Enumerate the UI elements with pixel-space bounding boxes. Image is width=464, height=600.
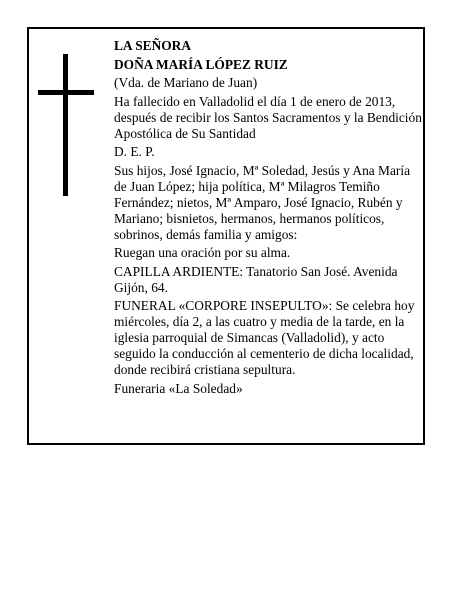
funeral-home: Funeraria «La Soledad» <box>114 380 243 396</box>
widow-of-line: (Vda. de Mariano de Juan) <box>114 75 258 90</box>
family-paragraph: Sus hijos, José Ignacio, Mª Soledad, Jesús y Ana María de Juan López; hija política, Mª Milagros Temiño Fernández; nietos, Mª Amparo, José Ignacio, Rubén y Mariano; bisnietos, hermanos, hermanos políticos, sobrinos, demás familia y amigos: <box>114 162 411 242</box>
obituary-text <box>114 38 422 399</box>
death-announcement: Ha fallecido en Valladolid el día 1 de enero de 2013, después de recibir los Santos Sacramentos y la Bendición Apostólica de Su Santidad <box>114 93 422 141</box>
deceased-name: DOÑA MARÍA LÓPEZ RUIZ <box>114 56 288 72</box>
prayer-request: Ruegan una oración por su alma. <box>114 245 291 260</box>
chapel-info: CAPILLA ARDIENTE: Tanatorio San José. Avenida Gijón, 64. <box>114 263 398 295</box>
notice-title-line1: LA SEÑORA <box>114 38 192 53</box>
cross-horizontal-bar <box>38 90 94 95</box>
latin-cross-icon <box>38 54 94 196</box>
funeral-info: FUNERAL «CORPORE INSEPULTO»: Se celebra hoy miércoles, día 2, a las cuatro y media de la tarde, en la iglesia parroquial de Simancas (Valladolid), y acto seguido la conducción al cementerio de dicha localidad, donde recibirá cristiana sepultura. <box>114 298 415 377</box>
dep-line: D. E. P. <box>114 144 155 159</box>
cross-vertical-bar <box>63 54 68 196</box>
